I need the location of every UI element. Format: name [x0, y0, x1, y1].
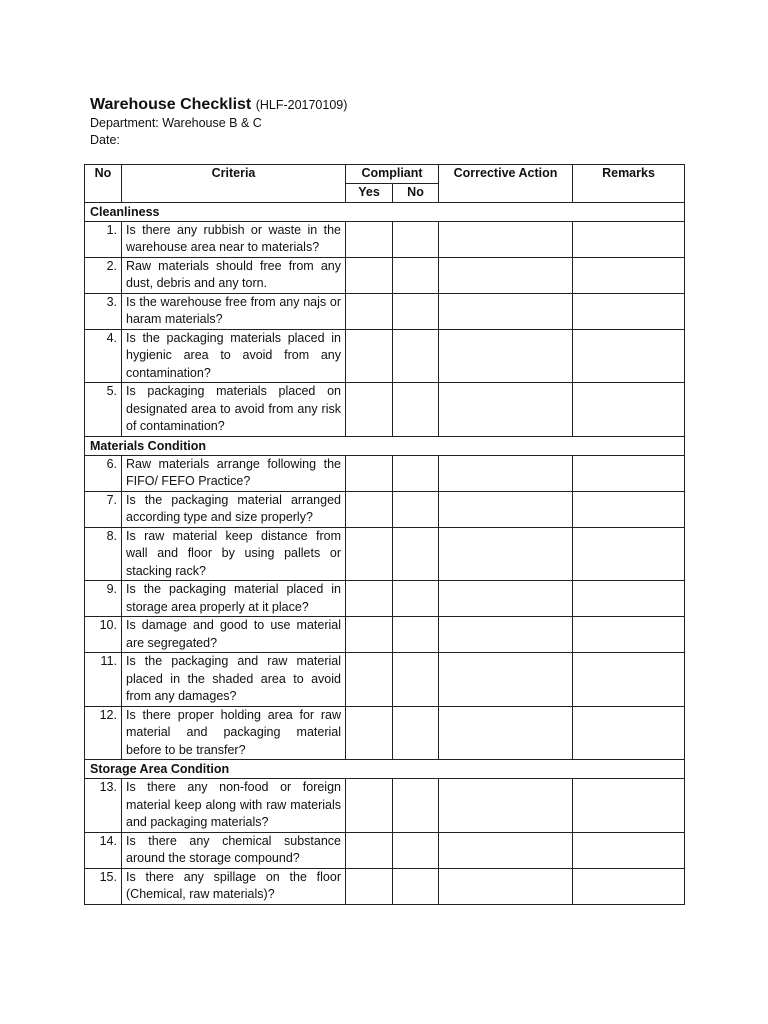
- item-criteria: Is the warehouse free from any najs or haram materials?: [122, 293, 346, 329]
- item-number: 9.: [85, 581, 122, 617]
- header-criteria: Criteria: [122, 165, 346, 203]
- item-criteria: Is there any chemical substance around the storage compound?: [122, 832, 346, 868]
- checklist-table: [84, 164, 685, 905]
- date-line: Date:: [90, 133, 120, 147]
- item-criteria: Is there any non-food or foreign material keep along with raw materials and packaging materials?: [122, 779, 346, 833]
- corrective-action-cell[interactable]: [439, 293, 573, 329]
- corrective-action-cell[interactable]: [439, 455, 573, 491]
- corrective-action-cell[interactable]: [439, 832, 573, 868]
- table-row: [85, 383, 685, 437]
- no-cell[interactable]: [393, 653, 439, 707]
- item-criteria: Is there any spillage on the floor (Chemical, raw materials)?: [122, 868, 346, 904]
- yes-cell[interactable]: [346, 653, 393, 707]
- yes-cell[interactable]: [346, 581, 393, 617]
- item-criteria: Is damage and good to use material are segregated?: [122, 617, 346, 653]
- remarks-cell[interactable]: [573, 455, 685, 491]
- yes-cell[interactable]: [346, 491, 393, 527]
- corrective-action-cell[interactable]: [439, 257, 573, 293]
- remarks-cell[interactable]: [573, 257, 685, 293]
- item-number: 15.: [85, 868, 122, 904]
- no-cell[interactable]: [393, 455, 439, 491]
- yes-cell[interactable]: [346, 868, 393, 904]
- no-cell[interactable]: [393, 383, 439, 437]
- department-line: Department: Warehouse B & C: [90, 116, 262, 130]
- no-cell[interactable]: [393, 221, 439, 257]
- remarks-cell[interactable]: [573, 329, 685, 383]
- corrective-action-cell[interactable]: [439, 617, 573, 653]
- item-number: 3.: [85, 293, 122, 329]
- table-row: [85, 706, 685, 760]
- yes-cell[interactable]: [346, 293, 393, 329]
- item-criteria: Is the packaging materials placed in hygienic area to avoid from any contamination?: [122, 329, 346, 383]
- table-row: [85, 293, 685, 329]
- corrective-action-cell[interactable]: [439, 491, 573, 527]
- item-number: 10.: [85, 617, 122, 653]
- table-row: [85, 257, 685, 293]
- no-cell[interactable]: [393, 832, 439, 868]
- corrective-action-cell[interactable]: [439, 653, 573, 707]
- no-cell[interactable]: [393, 868, 439, 904]
- no-cell[interactable]: [393, 527, 439, 581]
- page-title: Warehouse Checklist: [90, 96, 252, 113]
- item-criteria: Raw materials should free from any dust, debris and any torn.: [122, 257, 346, 293]
- yes-cell[interactable]: [346, 706, 393, 760]
- remarks-cell[interactable]: [573, 779, 685, 833]
- section-row: [85, 760, 685, 779]
- no-cell[interactable]: [393, 491, 439, 527]
- section-row: [85, 202, 685, 221]
- table-row: [85, 653, 685, 707]
- table-row: [85, 779, 685, 833]
- item-criteria: Raw materials arrange following the FIFO/ FEFO Practice?: [122, 455, 346, 491]
- remarks-cell[interactable]: [573, 581, 685, 617]
- yes-cell[interactable]: [346, 221, 393, 257]
- item-number: 7.: [85, 491, 122, 527]
- item-number: 6.: [85, 455, 122, 491]
- item-number: 1.: [85, 221, 122, 257]
- yes-cell[interactable]: [346, 329, 393, 383]
- corrective-action-cell[interactable]: [439, 779, 573, 833]
- remarks-cell[interactable]: [573, 221, 685, 257]
- table-row: [85, 832, 685, 868]
- item-criteria: Is the packaging material placed in storage area properly at it place?: [122, 581, 346, 617]
- item-number: 11.: [85, 653, 122, 707]
- title-line: [90, 95, 690, 115]
- yes-cell[interactable]: [346, 383, 393, 437]
- no-cell[interactable]: [393, 617, 439, 653]
- yes-cell[interactable]: [346, 779, 393, 833]
- item-number: 4.: [85, 329, 122, 383]
- remarks-cell[interactable]: [573, 293, 685, 329]
- section-storage-area-condition: Storage Area Condition: [85, 760, 685, 779]
- remarks-cell[interactable]: [573, 832, 685, 868]
- item-criteria: Is there proper holding area for raw material and packaging material before to be transfer?: [122, 706, 346, 760]
- yes-cell[interactable]: [346, 455, 393, 491]
- no-cell[interactable]: [393, 706, 439, 760]
- item-number: 2.: [85, 257, 122, 293]
- corrective-action-cell[interactable]: [439, 868, 573, 904]
- section-row: [85, 436, 685, 455]
- item-criteria: Is the packaging and raw material placed in the shaded area to avoid from any damages?: [122, 653, 346, 707]
- yes-cell[interactable]: [346, 257, 393, 293]
- remarks-cell[interactable]: [573, 491, 685, 527]
- item-criteria: Is there any rubbish or waste in the warehouse area near to materials?: [122, 221, 346, 257]
- item-number: 12.: [85, 706, 122, 760]
- table-row: [85, 527, 685, 581]
- no-cell[interactable]: [393, 329, 439, 383]
- remarks-cell[interactable]: [573, 706, 685, 760]
- no-cell[interactable]: [393, 581, 439, 617]
- corrective-action-cell[interactable]: [439, 221, 573, 257]
- item-number: 14.: [85, 832, 122, 868]
- header-corrective-action: Corrective Action: [439, 165, 573, 203]
- no-cell[interactable]: [393, 293, 439, 329]
- remarks-cell[interactable]: [573, 617, 685, 653]
- header-no-option: No: [393, 184, 439, 203]
- remarks-cell[interactable]: [573, 868, 685, 904]
- section-materials-condition: Materials Condition: [85, 436, 685, 455]
- corrective-action-cell[interactable]: [439, 383, 573, 437]
- item-number: 13.: [85, 779, 122, 833]
- document-header: [90, 95, 690, 149]
- header-no: No: [85, 165, 122, 203]
- yes-cell[interactable]: [346, 832, 393, 868]
- table-row: [85, 455, 685, 491]
- item-criteria: Is raw material keep distance from wall and floor by using pallets or stacking rack?: [122, 527, 346, 581]
- remarks-cell[interactable]: [573, 383, 685, 437]
- table-row: [85, 868, 685, 904]
- remarks-cell[interactable]: [573, 653, 685, 707]
- remarks-cell[interactable]: [573, 527, 685, 581]
- yes-cell[interactable]: [346, 617, 393, 653]
- item-number: 8.: [85, 527, 122, 581]
- corrective-action-cell[interactable]: [439, 706, 573, 760]
- item-criteria: Is packaging materials placed on designated area to avoid from any risk of contamination?: [122, 383, 346, 437]
- document-code: (HLF-20170109): [255, 98, 348, 112]
- header-compliant: Compliant: [346, 165, 439, 184]
- table-row: [85, 491, 685, 527]
- table-row: [85, 617, 685, 653]
- item-number: 5.: [85, 383, 122, 437]
- table-row: [85, 581, 685, 617]
- no-cell[interactable]: [393, 779, 439, 833]
- corrective-action-cell[interactable]: [439, 527, 573, 581]
- corrective-action-cell[interactable]: [439, 581, 573, 617]
- header-remarks: Remarks: [573, 165, 685, 203]
- item-criteria: Is the packaging material arranged according type and size properly?: [122, 491, 346, 527]
- yes-cell[interactable]: [346, 527, 393, 581]
- table-row: [85, 329, 685, 383]
- header-yes: Yes: [346, 184, 393, 203]
- section-cleanliness: Cleanliness: [85, 202, 685, 221]
- corrective-action-cell[interactable]: [439, 329, 573, 383]
- no-cell[interactable]: [393, 257, 439, 293]
- table-row: [85, 221, 685, 257]
